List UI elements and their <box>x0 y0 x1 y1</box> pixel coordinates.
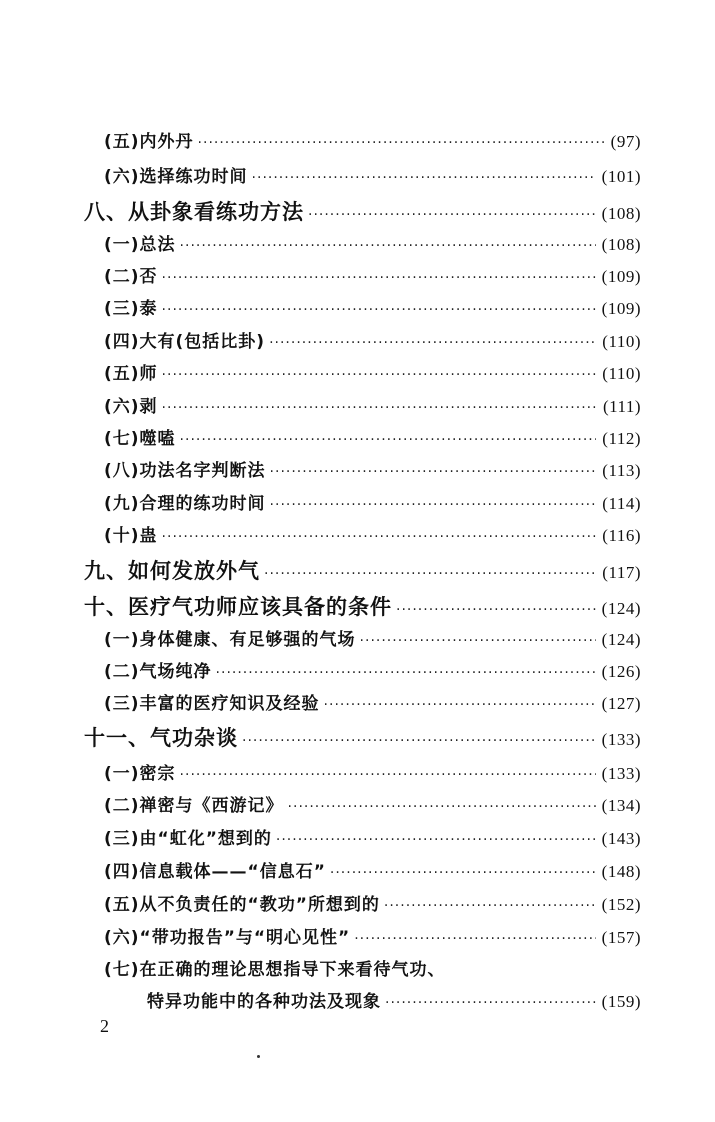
toc-entry-title: (五)师 <box>104 364 158 384</box>
toc-entry <box>104 262 641 287</box>
dot-leader <box>264 566 596 582</box>
toc-entry <box>104 359 641 384</box>
toc-entry-title: (二)否 <box>104 267 158 287</box>
toc-entry-title: (七)噬嗑 <box>104 429 176 449</box>
toc-entry <box>104 327 641 352</box>
toc-entry-page: (117) <box>602 563 641 582</box>
toc-entry-page: (113) <box>602 461 641 480</box>
toc-entry <box>104 824 641 849</box>
toc-entry <box>104 294 641 319</box>
toc-entry-title: (六)“带功报告”与“明心见性” <box>104 928 351 948</box>
toc-entry-title: (八)功法名字判断法 <box>104 461 266 481</box>
toc-entry-title: (三)丰富的医疗知识及经验 <box>104 694 320 714</box>
toc-chapter <box>84 555 641 585</box>
dot-leader <box>324 697 596 713</box>
dot-leader <box>270 464 597 480</box>
toc-chapter <box>84 722 641 752</box>
toc-entry-page: (114) <box>602 494 641 513</box>
toc-entry-title: (九)合理的练功时间 <box>104 494 266 514</box>
toc-entry-page: (110) <box>602 332 641 351</box>
toc-entry <box>104 791 641 816</box>
toc-entry-page: (112) <box>602 429 641 448</box>
toc-entry-page: (143) <box>601 829 641 848</box>
toc-entry-page: (124) <box>601 630 641 649</box>
toc-entry-page: (108) <box>601 204 641 223</box>
toc-entry-title-line1: (七)在正确的理论思想指导下来看待气功、 <box>104 960 446 980</box>
page-number: 2 <box>100 1016 109 1036</box>
toc-entry-page: (109) <box>601 267 641 286</box>
toc-entry-title: (四)信息载体——“信息石” <box>104 862 326 882</box>
dot-leader <box>252 170 596 186</box>
toc-entry <box>104 230 641 255</box>
toc-entry-page: (148) <box>601 862 641 881</box>
toc-entry-title: (六)剥 <box>104 397 158 417</box>
toc-entry-page: (101) <box>601 167 641 186</box>
toc-entry-page: (108) <box>601 235 641 254</box>
toc-entry <box>104 424 641 449</box>
toc-entry-title: (三)由“虹化”想到的 <box>104 829 272 849</box>
toc-entry-title: (五)内外丹 <box>104 132 194 152</box>
dot-leader <box>162 270 596 286</box>
toc-entry-title: (一)身体健康、有足够强的气场 <box>104 630 356 650</box>
toc-entry-page: (133) <box>601 764 641 783</box>
dot-leader <box>308 207 596 223</box>
toc-entry <box>104 521 641 546</box>
toc-entry-title: (二)禅密与《西游记》 <box>104 796 284 816</box>
toc-entry <box>104 759 641 784</box>
toc-entry-page: (126) <box>601 662 641 681</box>
toc-entry-page: (111) <box>602 397 641 416</box>
dot-leader <box>270 497 597 513</box>
toc-chapter-title: 十、医疗气功师应该具备的条件 <box>84 595 392 619</box>
toc-entry <box>104 689 641 714</box>
scan-speck <box>257 1055 260 1058</box>
dot-leader <box>330 865 596 881</box>
toc-entry <box>147 987 641 1012</box>
toc-entry-page: (116) <box>602 526 641 545</box>
dot-leader <box>180 767 596 783</box>
toc-chapter <box>84 196 641 226</box>
toc-entry-page: (159) <box>601 992 641 1011</box>
toc-entry-title: (三)泰 <box>104 299 158 319</box>
dot-leader <box>385 995 596 1011</box>
toc-entry <box>104 657 641 682</box>
toc-entry-page: (152) <box>601 895 641 914</box>
toc-entry-title: (六)选择练功时间 <box>104 167 248 187</box>
toc-entry-page: (124) <box>601 599 641 618</box>
toc-entry <box>104 127 641 152</box>
toc-entry-title: (一)密宗 <box>104 764 176 784</box>
dot-leader <box>162 400 597 416</box>
toc-entry <box>104 162 641 187</box>
dot-leader <box>180 238 596 254</box>
dot-leader <box>162 529 597 545</box>
toc-chapter-title: 九、如何发放外气 <box>84 559 260 583</box>
toc-entry <box>104 489 641 514</box>
toc-entry-page: (109) <box>601 299 641 318</box>
toc-entry <box>104 392 641 417</box>
toc-entry-page: (134) <box>601 796 641 815</box>
dot-leader <box>269 335 596 351</box>
toc-entry-title: 特异功能中的各种功法及现象 <box>147 992 381 1012</box>
toc-chapter <box>84 591 641 621</box>
toc-chapter-title: 八、从卦象看练功方法 <box>84 200 304 224</box>
toc-entry-title: (一)总法 <box>104 235 176 255</box>
dot-leader <box>384 898 596 914</box>
toc-entry-title: (二)气场纯净 <box>104 662 212 682</box>
dot-leader <box>162 302 596 318</box>
dot-leader <box>276 832 596 848</box>
dot-leader <box>360 633 596 649</box>
toc-entry-page: (110) <box>602 364 641 383</box>
toc-entry <box>104 456 641 481</box>
toc-chapter-title: 十一、气功杂谈 <box>84 726 238 750</box>
toc-entry <box>104 625 641 650</box>
toc-entry-line1 <box>104 955 641 980</box>
toc-entry <box>104 890 641 915</box>
dot-leader <box>242 733 596 749</box>
toc-entry-page: (157) <box>601 928 641 947</box>
dot-leader <box>198 135 605 151</box>
dot-leader <box>354 931 595 947</box>
toc-entry-page: (127) <box>601 694 641 713</box>
toc-entry-title: (十)蛊 <box>104 526 158 546</box>
toc-entry-title: (四)大有(包括比卦) <box>104 332 266 352</box>
dot-leader <box>180 432 597 448</box>
dot-leader <box>288 799 596 815</box>
toc-entry-page: (97) <box>610 132 641 151</box>
toc-entry <box>104 857 641 882</box>
dot-leader <box>162 367 597 383</box>
dot-leader <box>396 602 596 618</box>
toc-entry-title: (五)从不负责任的“教功”所想到的 <box>104 895 380 915</box>
toc-entry <box>104 923 641 948</box>
dot-leader <box>216 665 596 681</box>
toc-entry-page: (133) <box>601 730 641 749</box>
